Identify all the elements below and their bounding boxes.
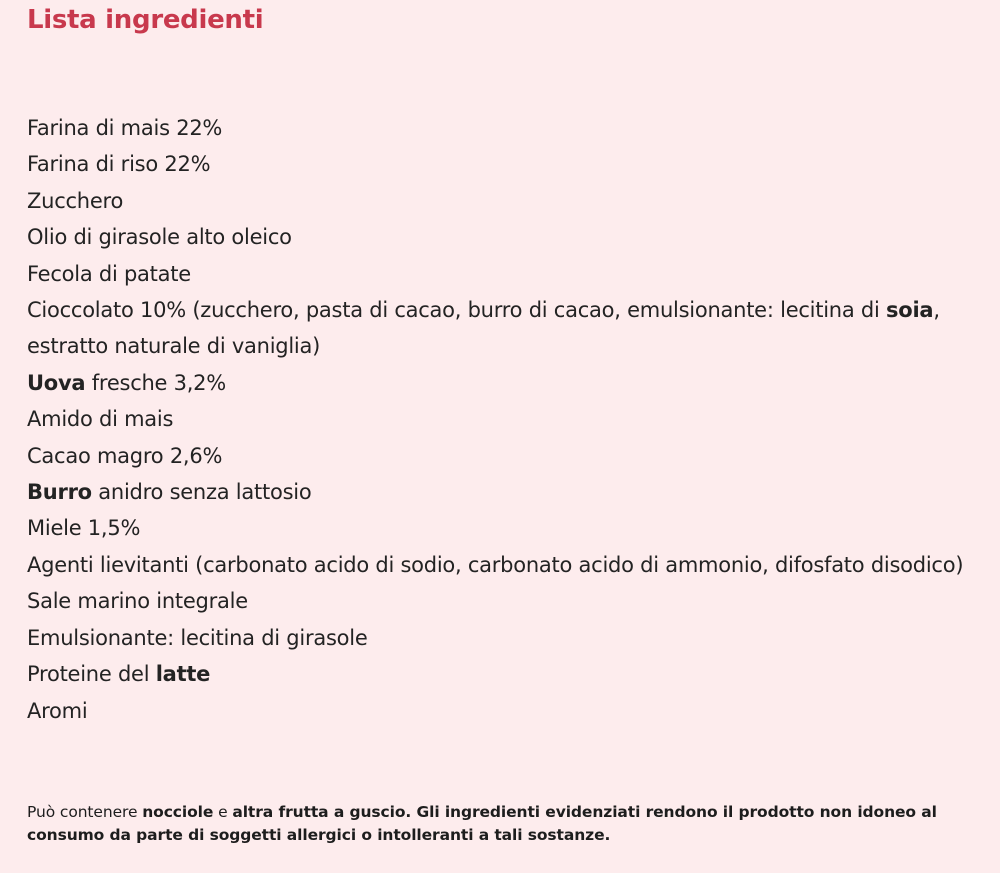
ingredient-item (27, 110, 977, 146)
ingredient-text: Fecola di patate (27, 261, 191, 286)
ingredient-item (27, 656, 977, 692)
ingredient-item (27, 146, 977, 182)
ingredient-item (27, 583, 977, 619)
ingredient-item (27, 256, 977, 292)
footnote-text: e (213, 803, 233, 821)
ingredient-text: fresche 3,2% (85, 370, 226, 395)
footnote-text-bold: altra frutta a guscio. Gli ingredienti evidenziati rendono il prodotto non idoneo al consumo da parte di soggetti allergici o intolleranti a tali sostanze. (27, 803, 937, 844)
ingredient-allergen-text: soia (886, 298, 934, 323)
ingredient-item (27, 219, 977, 255)
footnote-text: Può contenere (27, 803, 143, 821)
ingredient-text: Olio di girasole alto oleico (27, 225, 292, 250)
ingredient-item (27, 292, 977, 365)
ingredient-text: Emulsionante: lecitina di girasole (27, 625, 368, 650)
ingredient-item (27, 510, 977, 546)
ingredient-text: Farina di mais 22% (27, 116, 223, 140)
ingredient-item (27, 547, 977, 583)
ingredient-text: anidro senza lattosio (91, 480, 312, 505)
ingredient-text: Agenti lievitanti (carbonato acido di sodio, carbonato acido di ammonio, difosfato disodico) (27, 552, 964, 577)
page-title: Lista ingredienti (27, 5, 264, 35)
ingredient-allergen-text: latte (155, 662, 211, 687)
ingredient-item (27, 438, 977, 474)
allergen-footnote (27, 801, 977, 847)
ingredient-text: Cacao magro 2,6% (27, 443, 223, 468)
ingredient-text: Aromi (27, 698, 88, 723)
ingredient-text: Sale marino integrale (27, 589, 248, 614)
ingredient-item (27, 693, 977, 729)
ingredient-item (27, 401, 977, 437)
ingredient-text: , estratto naturale di vaniglia) (27, 298, 940, 359)
ingredient-text: Miele 1,5% (27, 516, 141, 541)
ingredient-item (27, 365, 977, 401)
ingredient-allergen-text: Uova (27, 370, 86, 395)
ingredient-text: Farina di riso 22% (27, 152, 211, 177)
ingredient-allergen-text: Burro (27, 480, 92, 505)
ingredient-item (27, 620, 977, 656)
ingredient-list (27, 110, 977, 729)
ingredient-item (27, 474, 977, 510)
ingredient-text: Amido di mais (27, 407, 174, 432)
ingredient-item (27, 183, 977, 219)
ingredient-text: Zucchero (27, 188, 124, 213)
ingredient-text: Proteine del (27, 662, 156, 687)
ingredient-text: Cioccolato 10% (zucchero, pasta di cacao, burro di cacao, emulsionante: lecitina di (27, 298, 887, 323)
footnote-text-bold: nocciole (142, 803, 214, 821)
